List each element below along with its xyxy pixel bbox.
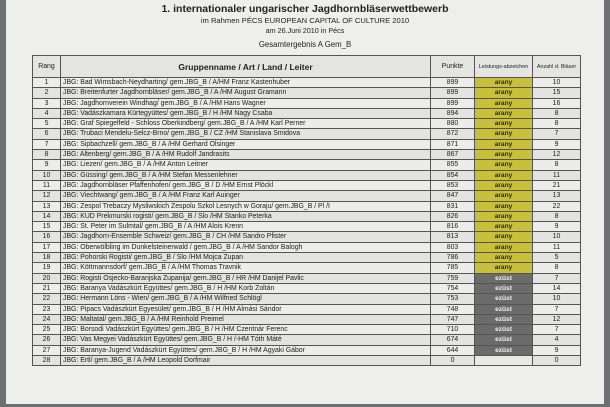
cell-name: JBG: Sipbachzell/ gem.JBG_B / A /HM Gerhard Olsinger bbox=[61, 139, 431, 149]
cell-rang: 14 bbox=[33, 211, 61, 221]
cell-punkte: 759 bbox=[431, 273, 475, 283]
cell-rang: 3 bbox=[33, 98, 61, 108]
cell-award: arany bbox=[475, 88, 533, 98]
cell-name: JBG: Ertl/ gem.JBG_B / A /HM Leopold Dorfmair bbox=[61, 356, 431, 366]
cell-name: JBG: Trubaci Mendelu-Selcz-Brno/ gem.JBG_B / CZ /HM Stanislava Smidova bbox=[61, 129, 431, 139]
cell-name: JBG: Pipacs Vadászkürt Egyesület/ gem.JBG_B / H /HM Almási Sándor bbox=[61, 304, 431, 314]
cell-award: arany bbox=[475, 160, 533, 170]
cell-punkte: 674 bbox=[431, 335, 475, 345]
cell-name: JBG: KUD Prekmurski rogisti/ gem.JBG_B / Slo /HM Stanko Peterka bbox=[61, 211, 431, 221]
cell-count: 8 bbox=[533, 119, 581, 129]
cell-award: ezüst bbox=[475, 325, 533, 335]
cell-award: arany bbox=[475, 191, 533, 201]
cell-punkte: 785 bbox=[431, 263, 475, 273]
cell-name: JBG: Jagdhornbläser Pfaffenhofen/ gem.JBG_B / D /HM Ernst Plöckl bbox=[61, 180, 431, 190]
cell-count: 4 bbox=[533, 335, 581, 345]
cell-punkte: 813 bbox=[431, 232, 475, 242]
cell-award: arany bbox=[475, 211, 533, 221]
cell-punkte: 899 bbox=[431, 88, 475, 98]
cell-punkte: 854 bbox=[431, 170, 475, 180]
page-title: 1. internationaler ungarischer Jagdhornbläserwettbewerb bbox=[161, 3, 449, 15]
cell-count: 8 bbox=[533, 160, 581, 170]
cell-count: 22 bbox=[533, 201, 581, 211]
table-row bbox=[33, 119, 581, 129]
cell-count: 7 bbox=[533, 273, 581, 283]
cell-rang: 5 bbox=[33, 119, 61, 129]
cell-count: 10 bbox=[533, 78, 581, 88]
cell-name: JBG: Köttmannsdorf/ gem.JBG_B / A /HM Thomas Travnik bbox=[61, 263, 431, 273]
cell-rang: 24 bbox=[33, 314, 61, 324]
table-row bbox=[33, 170, 581, 180]
cell-rang: 27 bbox=[33, 345, 61, 355]
cell-award: arany bbox=[475, 180, 533, 190]
cell-rang: 20 bbox=[33, 273, 61, 283]
cell-count: 8 bbox=[533, 211, 581, 221]
cell-name: JBG: Maltatal/ gem.JBG_B / A /HM Reinhold Preimel bbox=[61, 314, 431, 324]
cell-count: 5 bbox=[533, 253, 581, 263]
cell-rang: 19 bbox=[33, 263, 61, 273]
cell-punkte: 786 bbox=[431, 253, 475, 263]
cell-count: 7 bbox=[533, 325, 581, 335]
cell-award: ezüst bbox=[475, 273, 533, 283]
cell-name: JBG: Liezen/ gem.JBG_B / A /HM Anton Leitner bbox=[61, 160, 431, 170]
cell-count: 11 bbox=[533, 242, 581, 252]
cell-punkte: 748 bbox=[431, 304, 475, 314]
cell-name: JBG: St. Peter im Sulmtal/ gem.JBG_B / A /HM Alois Krenn bbox=[61, 222, 431, 232]
event-date: am 26.Juni 2010 in Pécs bbox=[265, 26, 345, 35]
cell-count: 12 bbox=[533, 150, 581, 160]
cell-name: JBG: Rogisti Osjecko-Baranjska Zupanija/ gem.JBG_B / HR /HM Danijel Pavlic bbox=[61, 273, 431, 283]
table-row bbox=[33, 356, 581, 366]
table-row bbox=[33, 263, 581, 273]
cell-punkte: 899 bbox=[431, 78, 475, 88]
cell-punkte: 871 bbox=[431, 139, 475, 149]
col-header-punkte: Punkte bbox=[431, 56, 475, 78]
cell-award: arany bbox=[475, 150, 533, 160]
cell-name: JBG: Oberwölbling im Dunkelsteinerwald / gem.JBG_B / A /HM Sandor Balogh bbox=[61, 242, 431, 252]
cell-rang: 7 bbox=[33, 139, 61, 149]
cell-name: JBG: Jagdhornverein Windhag/ gem.JBG_B / A /HM Hans Wagner bbox=[61, 98, 431, 108]
cell-award: arany bbox=[475, 129, 533, 139]
table-row bbox=[33, 139, 581, 149]
cell-rang: 12 bbox=[33, 191, 61, 201]
cell-punkte: 753 bbox=[431, 294, 475, 304]
cell-rang: 23 bbox=[33, 304, 61, 314]
table-row bbox=[33, 211, 581, 221]
cell-award: arany bbox=[475, 201, 533, 211]
cell-punkte: 754 bbox=[431, 283, 475, 293]
cell-award: arany bbox=[475, 108, 533, 118]
cell-punkte: 872 bbox=[431, 129, 475, 139]
result-category: Gesamtergebnis A Gem_B bbox=[258, 40, 352, 49]
cell-award: arany bbox=[475, 98, 533, 108]
cell-rang: 9 bbox=[33, 160, 61, 170]
table-row bbox=[33, 201, 581, 211]
cell-rang: 18 bbox=[33, 253, 61, 263]
cell-rang: 8 bbox=[33, 150, 61, 160]
cell-count: 16 bbox=[533, 98, 581, 108]
cell-count: 21 bbox=[533, 180, 581, 190]
cell-name: JBG: Hermann Löns - Wien/ gem.JBG_B / A /HM Wilfried Schlögl bbox=[61, 294, 431, 304]
cell-rang: 6 bbox=[33, 129, 61, 139]
cell-count: 10 bbox=[533, 294, 581, 304]
cell-count: 0 bbox=[533, 356, 581, 366]
cell-count: 12 bbox=[533, 314, 581, 324]
cell-punkte: 855 bbox=[431, 160, 475, 170]
cell-rang: 25 bbox=[33, 325, 61, 335]
cell-rang: 10 bbox=[33, 170, 61, 180]
cell-punkte: 710 bbox=[431, 325, 475, 335]
cell-punkte: 816 bbox=[431, 222, 475, 232]
cell-count: 10 bbox=[533, 232, 581, 242]
cell-count: 8 bbox=[533, 108, 581, 118]
cell-name: JBG: Bad Wimsbach-Neydharting/ gem.JBG_B / A/HM Franz Kastenhuber bbox=[61, 78, 431, 88]
cell-award: arany bbox=[475, 78, 533, 88]
cell-name: JBG: Viechtwang/ gem.JBG_B / A /HM Franz Karl Auinger bbox=[61, 191, 431, 201]
cell-rang: 22 bbox=[33, 294, 61, 304]
cell-award: arany bbox=[475, 119, 533, 129]
cell-award: ezüst bbox=[475, 304, 533, 314]
cell-name: JBG: Baranya Vadászkürt Együttes/ gem.JBG_B / H /HM Korb Zoltán bbox=[61, 283, 431, 293]
table-row bbox=[33, 222, 581, 232]
table-row bbox=[33, 232, 581, 242]
cell-name: JBG: Vadászkamara Kürtegyüttes/ gem.JBG_B / H /HM Nagy Csaba bbox=[61, 108, 431, 118]
cell-punkte: 0 bbox=[431, 356, 475, 366]
cell-name: JBG: Baranya-Jugend Vadászkürt Együttes/ gem.JBG_B / H /HM Agyaki Gábor bbox=[61, 345, 431, 355]
cell-name: JBG: Zespol Trebaczy Mysliwskich Zespolu Szkol Lesnych w Goraju/ gem.JBG_B / Pl /I bbox=[61, 201, 431, 211]
cell-count: 8 bbox=[533, 263, 581, 273]
cell-name: JBG: Breitenfurter Jagdhornbläser/ gem.JBG_B / A /HM August Gramann bbox=[61, 88, 431, 98]
cell-name: JBG: Güssing/ gem.JBG_B / A /HM Stefan Messenlehner bbox=[61, 170, 431, 180]
cell-count: 9 bbox=[533, 345, 581, 355]
table-row bbox=[33, 304, 581, 314]
cell-rang: 28 bbox=[33, 356, 61, 366]
table-row bbox=[33, 345, 581, 355]
cell-count: 7 bbox=[533, 129, 581, 139]
table-row bbox=[33, 108, 581, 118]
cell-punkte: 847 bbox=[431, 191, 475, 201]
table-header-row bbox=[33, 56, 581, 78]
cell-award: ezüst bbox=[475, 283, 533, 293]
cell-rang: 4 bbox=[33, 108, 61, 118]
cell-name: JBG: Jagdhorn-Ensemble Schweiz/ gem.JBG_B / CH /HM Sandro Pfister bbox=[61, 232, 431, 242]
cell-name: JBG: Borsodi Vadászkürt Együttes/ gem.JBG_B / H /HM Czentnár Ferenc bbox=[61, 325, 431, 335]
cell-award: arany bbox=[475, 263, 533, 273]
table-row bbox=[33, 150, 581, 160]
cell-punkte: 880 bbox=[431, 119, 475, 129]
cell-punkte: 867 bbox=[431, 150, 475, 160]
cell-punkte: 644 bbox=[431, 345, 475, 355]
table-row bbox=[33, 191, 581, 201]
cell-award: arany bbox=[475, 139, 533, 149]
cell-count: 7 bbox=[533, 304, 581, 314]
cell-award bbox=[475, 356, 533, 366]
table-row bbox=[33, 314, 581, 324]
cell-name: JBG: Altenberg/ gem.JBG_B / A /HM Rudolf Jandrasits bbox=[61, 150, 431, 160]
col-header-award: Leistungs-abzeichen bbox=[475, 56, 533, 78]
cell-rang: 13 bbox=[33, 201, 61, 211]
cell-rang: 17 bbox=[33, 242, 61, 252]
cell-award: ezüst bbox=[475, 314, 533, 324]
cell-rang: 16 bbox=[33, 232, 61, 242]
table-row bbox=[33, 78, 581, 88]
cell-name: JBG: Pohorski Rogisti/ gem.JBG_B / Slo /HM Mojca Zupan bbox=[61, 253, 431, 263]
cell-punkte: 899 bbox=[431, 98, 475, 108]
table-row bbox=[33, 98, 581, 108]
table-row bbox=[33, 325, 581, 335]
cell-rang: 21 bbox=[33, 283, 61, 293]
cell-count: 14 bbox=[533, 283, 581, 293]
cell-name: JBG: Graf Spiegelfeld - Schloss Oberkindberg/ gem.JBG_B / A /HM Karl Perner bbox=[61, 119, 431, 129]
cell-award: arany bbox=[475, 222, 533, 232]
table-row bbox=[33, 294, 581, 304]
col-header-count: Anzahl d. Bläser bbox=[533, 56, 581, 78]
table-row bbox=[33, 160, 581, 170]
cell-punkte: 831 bbox=[431, 201, 475, 211]
cell-award: arany bbox=[475, 253, 533, 263]
cell-award: arany bbox=[475, 242, 533, 252]
cell-count: 13 bbox=[533, 191, 581, 201]
table-row bbox=[33, 253, 581, 263]
cell-punkte: 803 bbox=[431, 242, 475, 252]
cell-rang: 15 bbox=[33, 222, 61, 232]
cell-award: arany bbox=[475, 170, 533, 180]
cell-name: JBG: Vas Megyei Vadászkürt Együttes/ gem.JBG_B / H /-HM Tóth Máté bbox=[61, 335, 431, 345]
results-table bbox=[32, 55, 581, 366]
cell-rang: 1 bbox=[33, 78, 61, 88]
table-row bbox=[33, 242, 581, 252]
table-row bbox=[33, 129, 581, 139]
col-header-name: Gruppenname / Art / Land / Leiter bbox=[61, 56, 431, 78]
cell-count: 15 bbox=[533, 88, 581, 98]
table-row bbox=[33, 180, 581, 190]
cell-rang: 2 bbox=[33, 88, 61, 98]
cell-punkte: 894 bbox=[431, 108, 475, 118]
cell-punkte: 826 bbox=[431, 211, 475, 221]
cell-count: 11 bbox=[533, 170, 581, 180]
cell-award: ezüst bbox=[475, 335, 533, 345]
col-header-rang: Rang bbox=[33, 56, 61, 78]
table-row bbox=[33, 273, 581, 283]
table-row bbox=[33, 283, 581, 293]
cell-rang: 11 bbox=[33, 180, 61, 190]
cell-award: ezüst bbox=[475, 294, 533, 304]
cell-award: ezüst bbox=[475, 345, 533, 355]
cell-award: arany bbox=[475, 232, 533, 242]
table-row bbox=[33, 88, 581, 98]
cell-punkte: 747 bbox=[431, 314, 475, 324]
page-subtitle: im Rahmen PÉCS EUROPEAN CAPITAL OF CULTURE 2010 bbox=[200, 16, 410, 25]
cell-rang: 26 bbox=[33, 335, 61, 345]
cell-count: 9 bbox=[533, 222, 581, 232]
cell-count: 9 bbox=[533, 139, 581, 149]
table-row bbox=[33, 335, 581, 345]
cell-punkte: 853 bbox=[431, 180, 475, 190]
